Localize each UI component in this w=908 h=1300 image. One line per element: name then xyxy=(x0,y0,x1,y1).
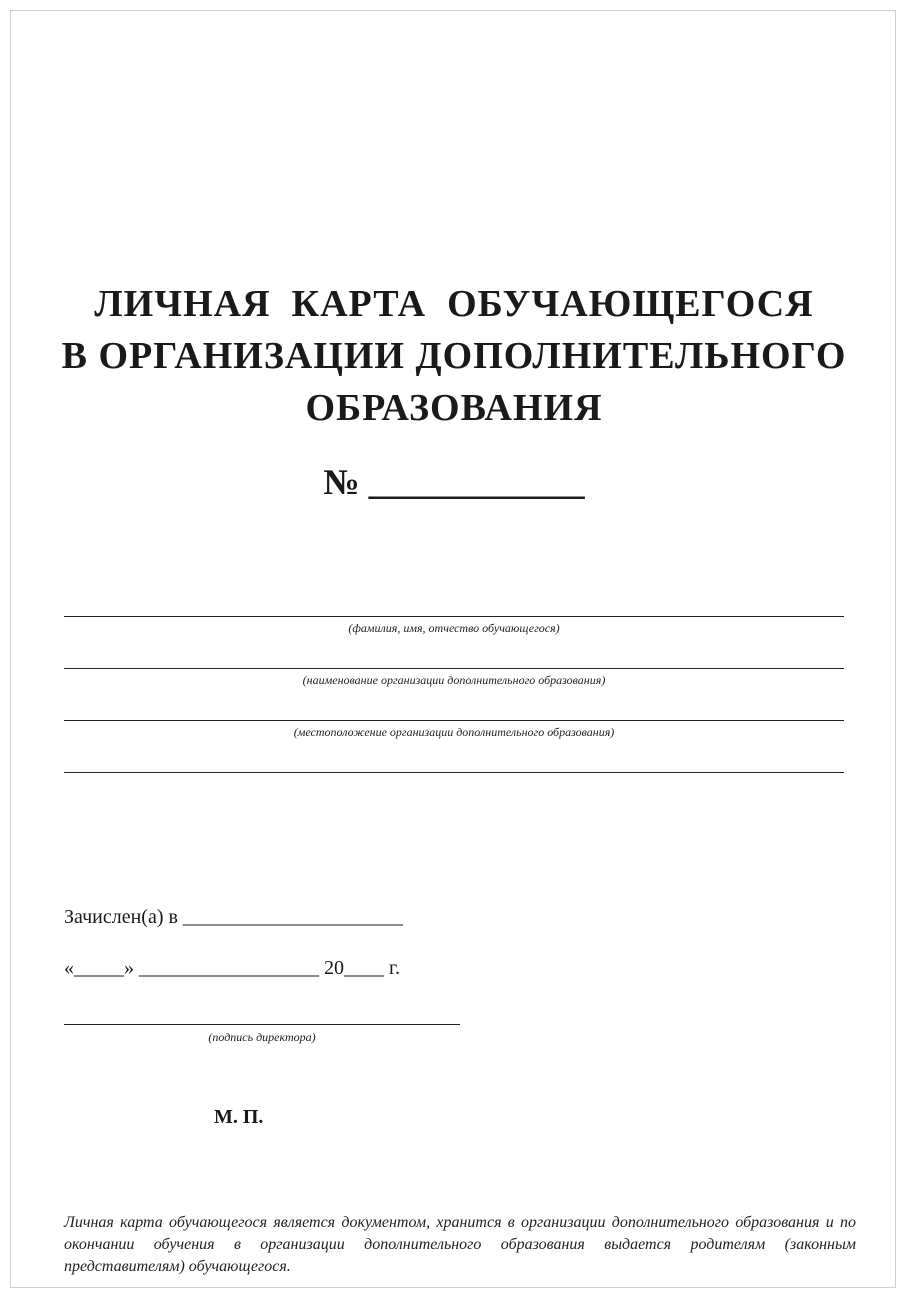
org-location-line-2 xyxy=(64,772,844,773)
title-line-3: ОБРАЗОВАНИЯ xyxy=(305,387,603,429)
student-name-caption: (фамилия, имя, отчество обучающегося) xyxy=(348,621,560,635)
title-line-1: ЛИЧНАЯ КАРТА ОБУЧАЮЩЕГОСЯ xyxy=(94,283,814,325)
footnote: Личная карта обучающегося является документом, хранится в организации дополнительного образования и по окончании обучения в организации дополнительного образования выдается родителям (законным представителям) обучающегося. xyxy=(64,1214,856,1275)
org-location-line xyxy=(64,720,844,721)
director-signature-caption: (подпись директора) xyxy=(208,1030,316,1044)
org-name-caption: (наименование организации дополнительного образования) xyxy=(302,673,606,687)
card-number-field: № ____________ xyxy=(323,462,585,502)
document-title xyxy=(0,278,908,434)
enrolled-line: Зачислен(а) в ______________________ xyxy=(64,906,403,928)
director-signature-line xyxy=(64,1024,460,1025)
org-name-line xyxy=(64,668,844,669)
enrollment-date-line: «_____» __________________ 20____ г. xyxy=(64,957,400,979)
title-line-2: В ОРГАНИЗАЦИИ ДОПОЛНИТЕЛЬНОГО xyxy=(61,335,847,377)
student-name-line xyxy=(64,616,844,617)
stamp-place-label: М. П. xyxy=(214,1106,264,1128)
page-frame xyxy=(10,10,896,1288)
org-location-caption: (местоположение организации дополнительного образования) xyxy=(293,725,615,739)
